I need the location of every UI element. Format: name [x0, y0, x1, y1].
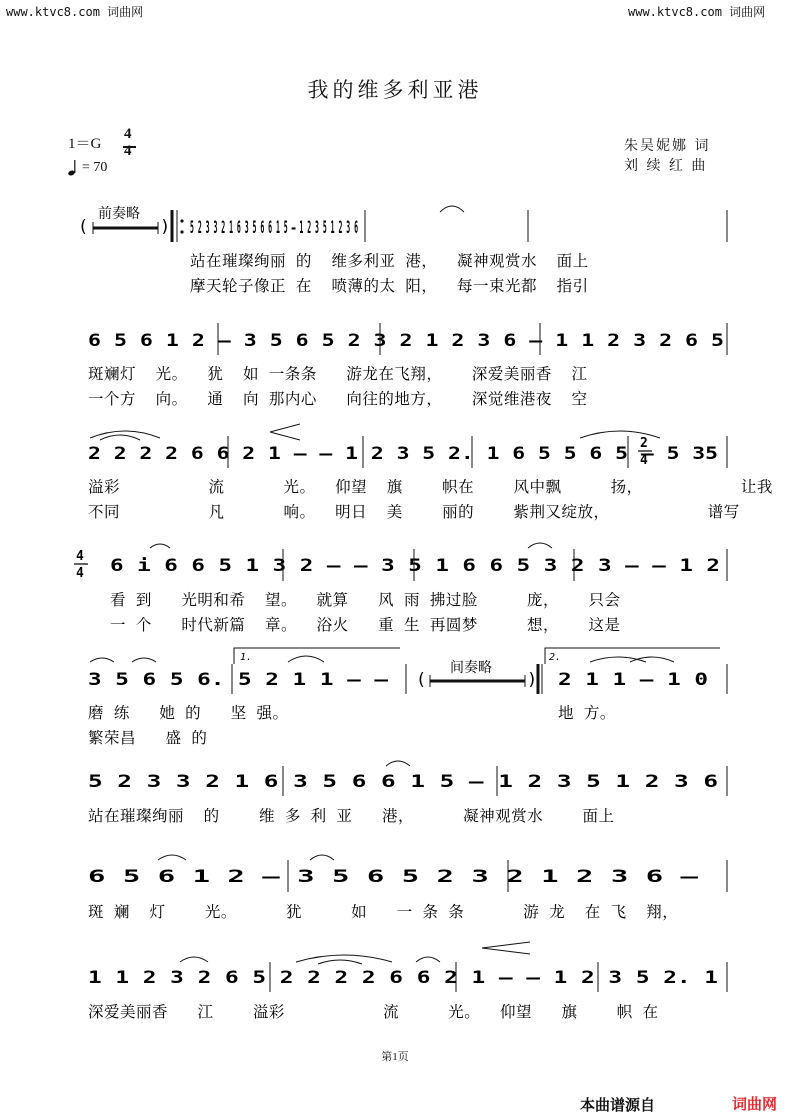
lyrics-verse-1: 看 到 光明和希 望。 就算 风 雨 拂过脸 庞， 只会: [110, 591, 621, 609]
notes-line-6: 5 2 3 3 2 1 6 3 5 6 6 1 5 – 1 2 3 5 1 2 3 6: [88, 772, 718, 792]
lyrics-verse-1: 磨 练 她 的 坚 强。: [88, 704, 289, 722]
lyrics-verse-2: 摩天轮子像正 在 喷薄的太 阳， 每一束光都 指引: [190, 277, 589, 295]
key-signature: 1＝G: [68, 136, 102, 152]
crescendo-mark: [482, 942, 530, 954]
ending-1-label: 1.: [240, 652, 253, 663]
lyrics-verse-2: 不同 凡 响。 明日 美 丽的 紫荆又绽放， 谱写: [88, 503, 740, 521]
time-change-bottom: 4: [640, 453, 648, 468]
time-signature-top: 4: [124, 126, 132, 142]
composer-credit: 刘 续 红 曲: [624, 158, 708, 174]
bracket-open: (: [416, 670, 427, 690]
tempo-marking: = 70: [82, 160, 108, 175]
page-number: 第1页: [381, 1051, 409, 1063]
tie: [580, 431, 660, 438]
lyrics-verse-2: 繁荣昌 盛 的: [88, 729, 208, 747]
watermark-right: www.ktvc8.com 词曲网: [628, 5, 766, 19]
lyrics-verse-2: 一 个 时代新篇 章。 浴火 重 生 再圆梦 想， 这是: [110, 616, 621, 634]
prelude-label: 前奏略: [98, 206, 140, 222]
system-1: [78, 206, 727, 295]
brand-logo[interactable]: 词曲网: [732, 1095, 778, 1113]
lyrics-verse-1: 深爱美丽香 江 溢彩 流 光。 仰望 旗 帜 在: [88, 1003, 659, 1021]
time-change-top: 2: [640, 436, 648, 451]
ending-bracket-2: [545, 648, 720, 664]
notes-line-4: 6 i 6 6 5 1 3 2 – – 3 5 1 6 6 5 3 2 3 – – 1 2: [110, 556, 720, 576]
watermark-left: www.ktvc8.com 词曲网: [6, 5, 144, 19]
song-title: 我的维多利亚港: [307, 78, 483, 102]
lyrics-verse-1: 站在璀璨绚丽 的 维 多 利 亚 港， 凝神观赏水 面上: [88, 807, 615, 825]
system-3: [88, 424, 773, 521]
lyrics-verse-1: 站在璀璨绚丽 的 维多利亚 港， 凝神观赏水 面上: [190, 252, 589, 270]
notes-line-5a: 3 5 6 5 6. 5 2 1 1 – –: [88, 670, 390, 690]
interlude-label: 间奏略: [450, 660, 492, 676]
notes-line-5b: 2 1 1 – 1 0: [558, 670, 708, 690]
crescendo-mark: [270, 424, 300, 440]
notes-line-8: 1 1 2 3 2 6 5 2 2 2 2 6 6 2 1 – – 1 2 3 5 2. 1: [88, 968, 718, 988]
lyrics-verse-1: 斑 斓 灯 光。 犹 如 一 条 条 游 龙 在 飞 翔，: [88, 903, 679, 921]
time-change-top: 4: [76, 549, 84, 564]
lyrics-verse-1: 斑斓灯 光。 犹 如 一条条 游龙在飞翔， 深爱美丽香 江: [88, 365, 588, 383]
slur: [440, 206, 464, 212]
bracket-close: ): [160, 217, 171, 237]
system-2: [88, 323, 727, 408]
lyrics-verse-1: 溢彩 流 光。 仰望 旗 帜在 风中飘 扬， 让我: [88, 478, 773, 496]
time-change-bottom: 4: [76, 566, 84, 581]
ending-2-label: 2.: [549, 652, 562, 663]
notes-line-7: 6 5 6 1 2 – 3 5 6 5 2 3 2 1 2 3 6 –: [88, 867, 700, 887]
lyrics-ending-2: 地 方。: [558, 704, 616, 722]
notes-line-3: 2 2 2 2 6 6 2 1 – – 1 2 3 5 2. 1 6 5 5 6 5 – 5 35: [88, 444, 718, 464]
bracket-open: (: [78, 217, 89, 237]
system-5: [88, 648, 727, 747]
system-6: [88, 761, 727, 825]
notes-line-1: 5 2 3 3 2 1 6 3 5 6 6 1 5 – 1 2 3 5 1 2 3 6: [190, 218, 358, 238]
system-7: [88, 855, 727, 921]
ending-bracket-1: [234, 648, 400, 664]
time-signature-bottom: 4: [124, 143, 132, 159]
slur: [90, 431, 160, 438]
source-label: 本曲谱源自: [580, 1096, 656, 1114]
lyricist-credit: 朱吴妮娜 词: [624, 138, 711, 154]
system-4: [74, 543, 727, 634]
system-8: [88, 942, 727, 1021]
bracket-close: ): [527, 670, 538, 690]
lyrics-verse-2: 一个方 向。 通 向 那内心 向往的地方， 深觉维港夜 空: [88, 390, 588, 408]
notes-line-2: 6 5 6 1 2 – 3 5 6 5 2 3 2 1 2 3 6 – 1 1 2 3 2 6 5: [88, 331, 724, 351]
